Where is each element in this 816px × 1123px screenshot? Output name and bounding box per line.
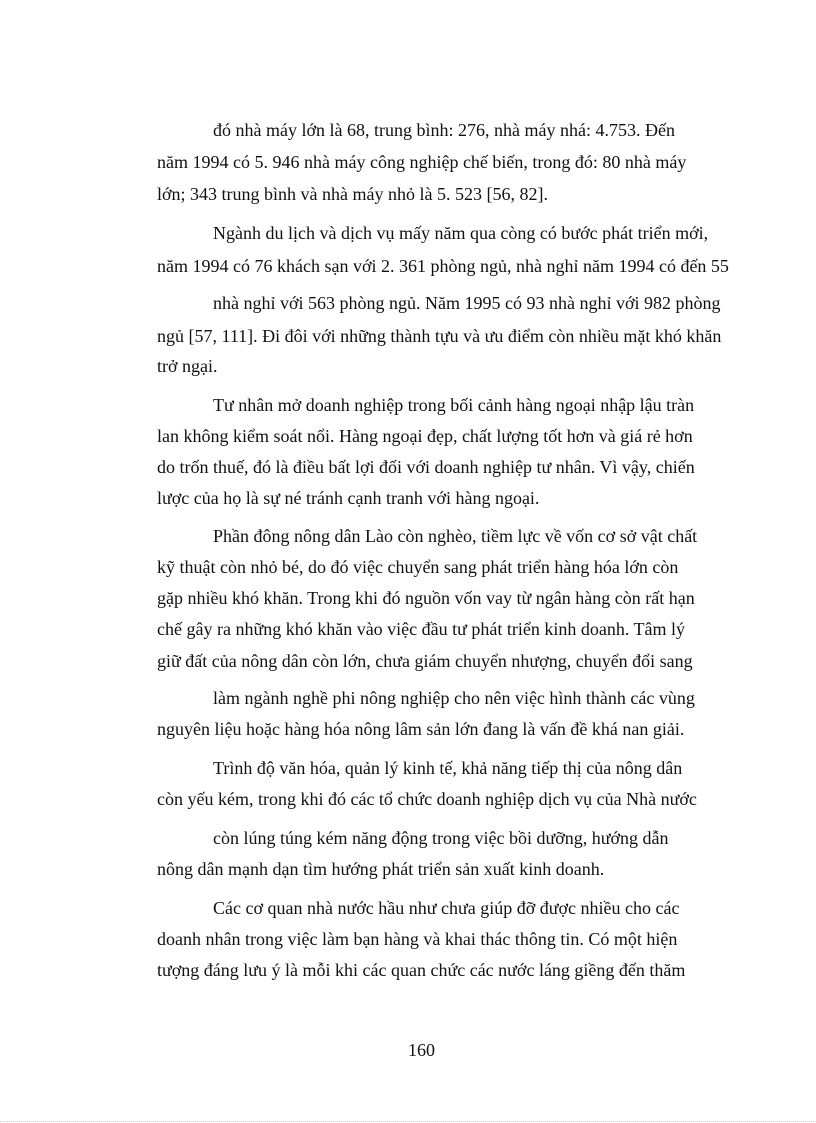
text-line: giữ đất của nông dân còn lớn, chưa giám chuyển nhượng, chuyển đổi sang (157, 651, 693, 671)
text-line: ngủ [57, 111]. Đi đôi với những thành tựu và ưu điểm còn nhiều mặt khó khăn (157, 326, 722, 346)
text-line: lược của họ là sự né tránh cạnh tranh với hàng ngoại. (157, 488, 540, 508)
text-line: Các cơ quan nhà nước hầu như chưa giúp đỡ được nhiều cho các (213, 898, 680, 918)
text-line: doanh nhân trong việc làm bạn hàng và khai thác thông tin. Có một hiện (157, 929, 678, 949)
text-line: trở ngại. (157, 356, 218, 376)
text-line: còn lúng túng kém năng động trong việc bồi dưỡng, hướng dẫn (213, 828, 669, 848)
text-line: do trốn thuế, đó là điều bất lợi đối với doanh nghiệp tư nhân. Vì vậy, chiến (157, 457, 695, 477)
text-line: lan không kiểm soát nổi. Hàng ngoại đẹp, chất lượng tốt hơn và giá rẻ hơn (157, 426, 693, 446)
text-line: năm 1994 có 76 khách sạn với 2. 361 phòng ngủ, nhà nghỉ năm 1994 có đến 55 (157, 256, 729, 276)
text-line: làm ngành nghề phi nông nghiệp cho nên việc hình thành các vùng (213, 688, 695, 708)
text-line: Trình độ văn hóa, quản lý kinh tế, khả năng tiếp thị của nông dân (213, 758, 683, 778)
text-line: Ngành du lịch và dịch vụ mấy năm qua còng có bước phát triển mới, (213, 223, 709, 243)
text-line: năm 1994 có 5. 946 nhà máy công nghiệp chế biến, trong đó: 80 nhà máy (157, 152, 687, 172)
page-number: 160 (408, 1040, 435, 1060)
text-line: Phần đông nông dân Lào còn nghèo, tiềm lực về vốn cơ sở vật chất (213, 526, 698, 546)
text-line: Tư nhân mở doanh nghiệp trong bối cảnh hàng ngoại nhập lậu tràn (213, 395, 695, 415)
text-line: chế gây ra những khó khăn vào việc đầu tư phát triển kinh doanh. Tâm lý (157, 619, 686, 639)
text-line: nông dân mạnh dạn tìm hướng phát triển sản xuất kinh doanh. (157, 859, 605, 879)
text-line: đó nhà máy lớn là 68, trung bình: 276, nhà máy nhá: 4.753. Đến (213, 120, 675, 140)
text-line: lớn; 343 trung bình và nhà máy nhỏ là 5. 523 [56, 82]. (157, 184, 548, 204)
text-line: nguyên liệu hoặc hàng hóa nông lâm sản lớn đang là vấn đề khá nan giải. (157, 719, 685, 739)
text-line: tượng đáng lưu ý là mỗi khi các quan chức các nước láng giềng đến thăm (157, 960, 686, 980)
text-line: nhà nghỉ với 563 phòng ngủ. Năm 1995 có 93 nhà nghỉ với 982 phòng (213, 293, 721, 313)
text-line: gặp nhiều khó khăn. Trong khi đó nguồn vốn vay từ ngân hàng còn rất hạn (157, 588, 695, 608)
text-line: còn yếu kém, trong khi đó các tổ chức doanh nghiệp dịch vụ của Nhà nước (157, 789, 697, 809)
page-bottom-divider (0, 1121, 816, 1122)
text-line: kỹ thuật còn nhỏ bé, do đó việc chuyển sang phát triển hàng hóa lớn còn (157, 557, 679, 577)
